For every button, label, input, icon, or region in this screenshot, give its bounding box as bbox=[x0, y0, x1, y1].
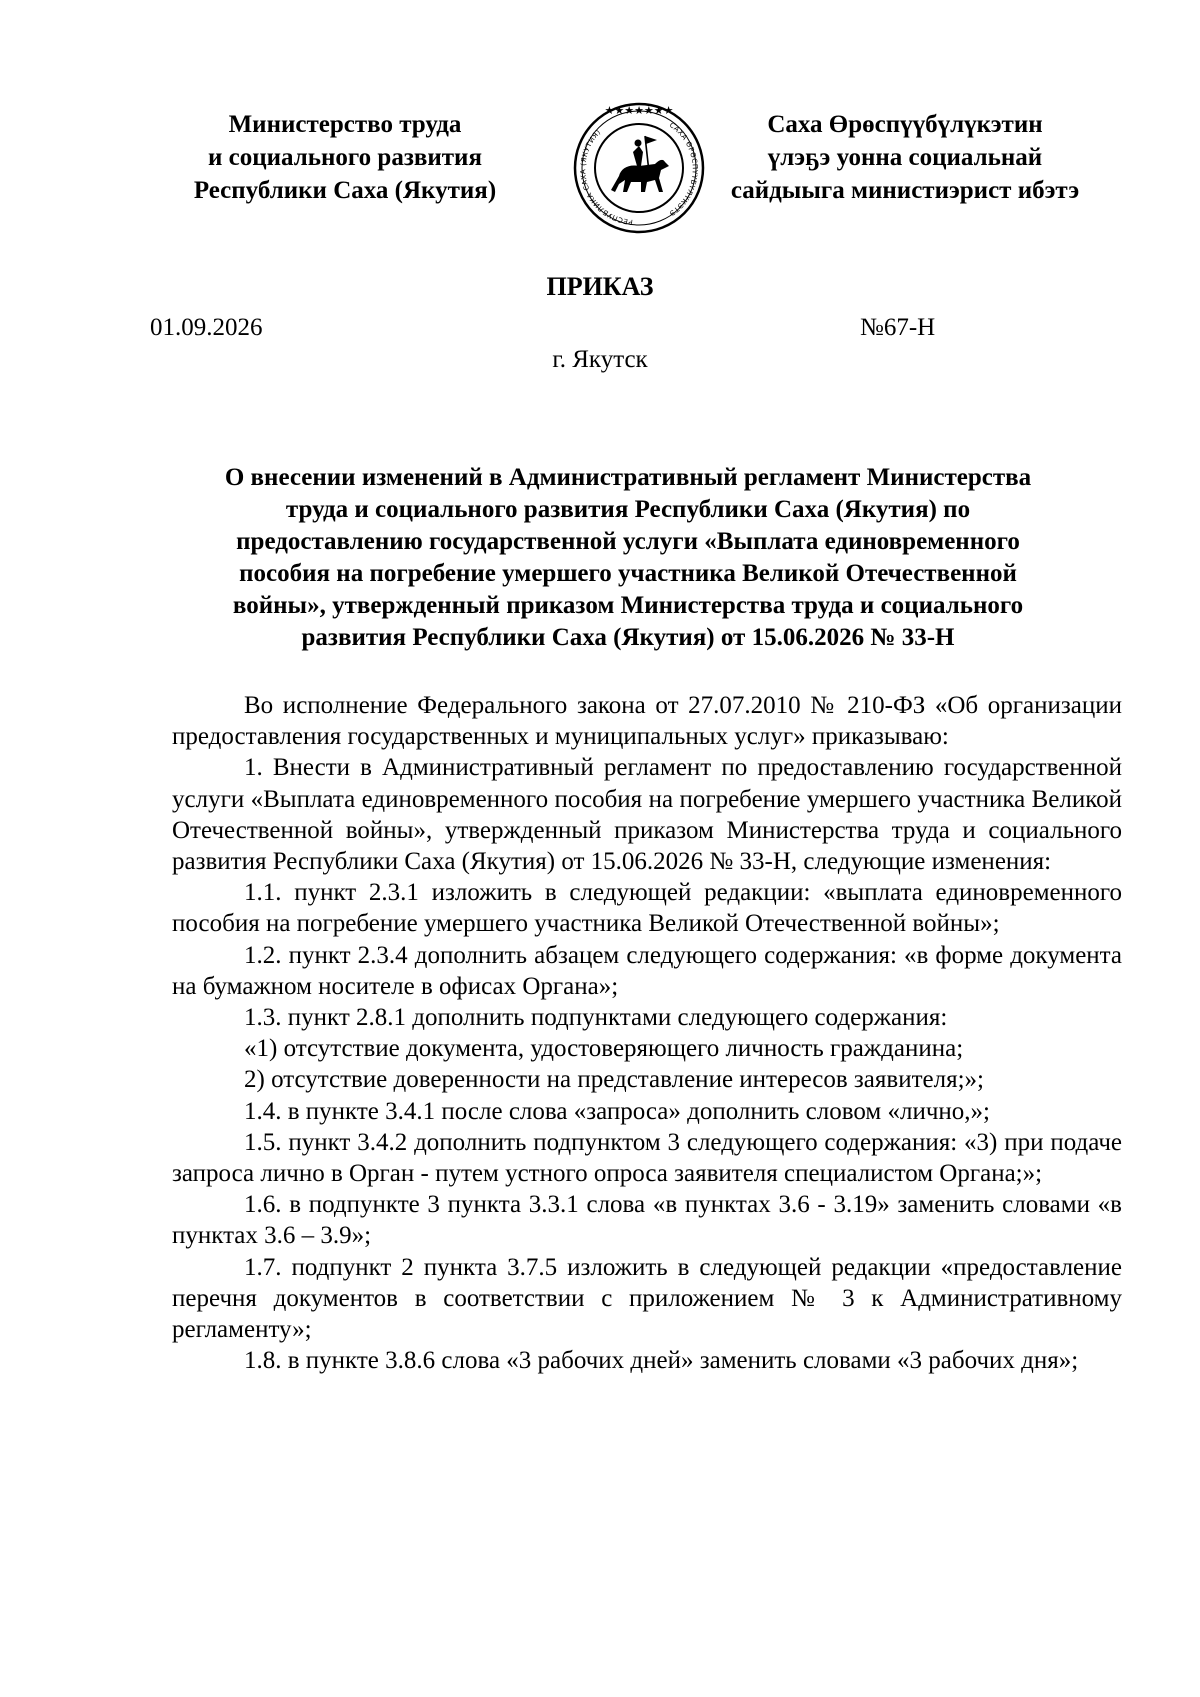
emblem-ring-text-left: РЕСПУБЛИКА САХА (ЯКУТИЯ) bbox=[579, 127, 634, 227]
ministry-name-line: үлэҕэ уонна социальнай bbox=[767, 144, 1043, 171]
item-paragraph: 1.4. в пункте 3.4.1 после слова «запроса» дополнить словом «лично,»; bbox=[244, 1097, 990, 1125]
document-date: 01.09.2026 bbox=[150, 314, 263, 341]
preamble-paragraph: Во исполнение Федерального закона от 27.07.2010 № 210-ФЗ «Об организации предоставления государственных и муниципальных услуг» приказываю: bbox=[172, 692, 1122, 751]
horseman-icon bbox=[611, 136, 669, 192]
item-paragraph: 1.7. подпункт 2 пункта 3.7.5 изложить в следующей редакции «предоставление перечня документов в соответствии с приложением № 3 к Административному регламенту»; bbox=[172, 1253, 1122, 1344]
title-line: развития Республики Саха (Якутия) от 15.06.2026 № 33-Н bbox=[301, 624, 955, 651]
ministry-name-russian bbox=[150, 108, 540, 207]
item-paragraph: 1.8. в пункте 3.8.6 слова «3 рабочих дней» заменить словами «3 рабочих дня»; bbox=[244, 1347, 1079, 1375]
emblem-stars: ★★★★★★★ bbox=[604, 104, 674, 117]
ministry-name-line: сайдыыга министиэрист ибэтэ bbox=[730, 177, 1080, 204]
title-line: пособия на погребение умершего участника Великой Отечественной bbox=[239, 560, 1017, 587]
document-title bbox=[160, 462, 1096, 654]
title-line: войны», утвержденный приказом Министерства труда и социального bbox=[232, 592, 1024, 619]
ministry-name-line: и социального развития bbox=[208, 144, 482, 171]
item-paragraph: 1.2. пункт 2.3.4 дополнить абзацем следующего содержания: «в форме документа на бумажном носителе в офисах Органа»; bbox=[172, 941, 1122, 1000]
document-city: г. Якутск bbox=[552, 346, 648, 373]
title-line: О внесении изменений в Административный регламент Министерства bbox=[224, 464, 1032, 491]
item-paragraph: 1.6. в подпункте 3 пункта 3.3.1 слова «в пунктах 3.6 - 3.19» заменить словами «в пунктах 3.6 – 3.9»; bbox=[172, 1191, 1122, 1250]
item-paragraph: 1.5. пункт 3.4.2 дополнить подпунктом 3 следующего содержания: «3) при подаче запроса лично в Орган - путем устного опроса заявителя специалистом Органа;»; bbox=[172, 1128, 1122, 1188]
item-paragraph: 1.3. пункт 2.8.1 дополнить подпунктами следующего содержания: bbox=[244, 1004, 948, 1032]
item-paragraph: 1.1. пункт 2.3.1 изложить в следующей редакции: «выплата единовременного пособия на погребение умершего участника Великой Отечественной войны»; bbox=[172, 879, 1122, 938]
document-number: №67-Н bbox=[860, 314, 936, 341]
subitem-paragraph: 2) отсутствие доверенности на представление интересов заявителя;»; bbox=[244, 1066, 984, 1094]
ministry-name-sakha bbox=[720, 108, 1090, 207]
document-body bbox=[172, 690, 1122, 1376]
subitem-paragraph: «1) отсутствие документа, удостоверяющего личность гражданина; bbox=[244, 1035, 964, 1063]
ministry-name-line: Республики Саха (Якутия) bbox=[193, 177, 497, 204]
emblem-ring-text-right: САХА ӨРӨСПҮҮБҮЛҮКЭТЭ bbox=[667, 121, 699, 218]
item-paragraph: 1. Внести в Административный регламент по предоставлению государственной услуги «Выплата единовременного пособия на погребение умершего участника Великой Отечественной войны», утвержденный приказом Министерства труда и социального развития Республики Саха (Якутия) от 15.06.2026 № 33-Н, следующие изменения: bbox=[172, 754, 1122, 876]
title-line: труда и социального развития Республики Саха (Якутия) по bbox=[285, 496, 971, 523]
document-type: ПРИКАЗ bbox=[546, 272, 654, 301]
title-line: предоставлению государственной услуги «Выплата единовременного bbox=[236, 528, 1020, 555]
ministry-name-line: Министерство труда bbox=[228, 111, 462, 138]
coat-of-arms-emblem bbox=[569, 96, 709, 236]
ministry-name-line: Саха Өрөспүүбүлүкэтин bbox=[767, 111, 1043, 138]
